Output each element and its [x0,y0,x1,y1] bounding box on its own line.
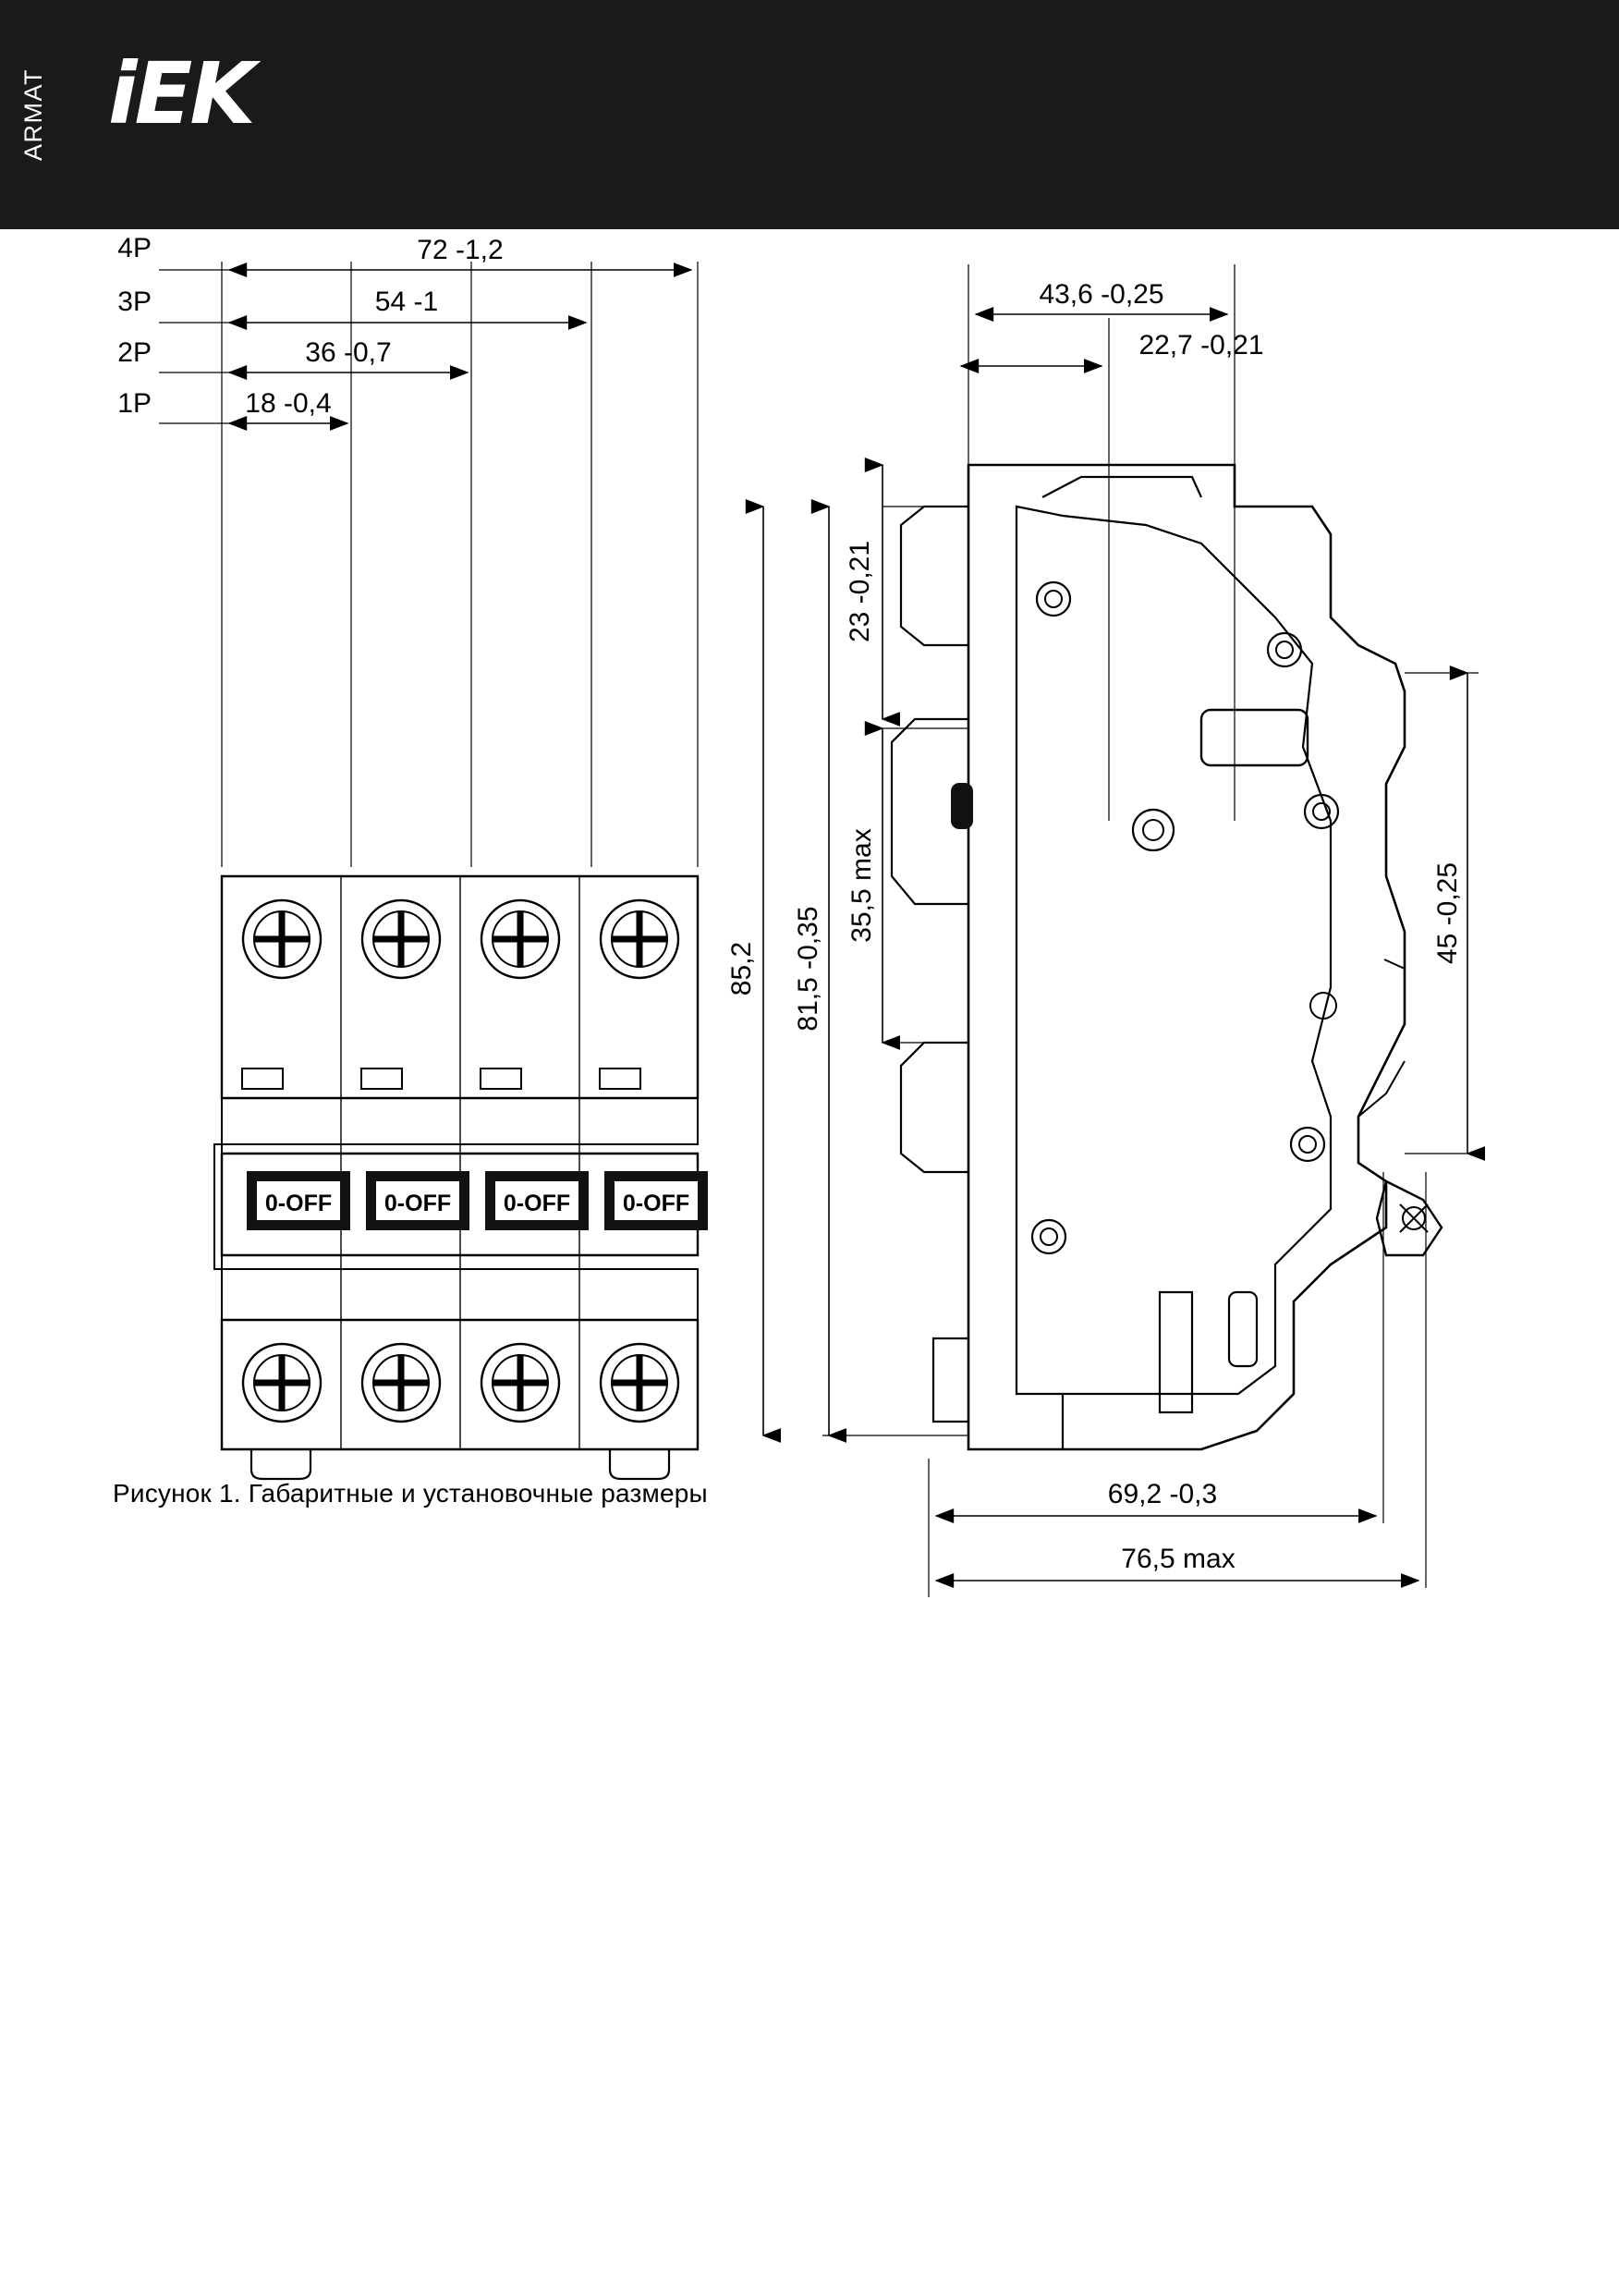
technical-drawing [0,229,1619,1574]
dim-width-4p: 72 -1,2 [417,235,504,265]
dim-width-2p: 36 -0,7 [305,337,392,368]
brand-vertical-label: ARMAT [18,68,47,161]
toggle-label-4: 0-OFF [622,1191,690,1216]
dim-width-3p: 54 -1 [374,287,439,317]
iek-logo: iEK [108,44,253,143]
dim-depth-top: 43,6 -0,25 [1039,279,1164,310]
pole-label-4p: 4P [117,233,152,263]
toggle-label-2: 0-OFF [383,1191,452,1216]
dim-height-overall: 85,2 [726,941,757,996]
pole-label-3p: 3P [117,287,152,317]
dim-width-1p: 18 -0,4 [245,388,332,419]
dim-height-front: 45 -0,25 [1432,861,1463,965]
brand-band [0,0,67,229]
dim-height-body: 81,5 -0,35 [793,906,823,1032]
toggle-label-3: 0-OFF [503,1191,571,1216]
dim-height-din-max: 35,5 max [846,828,877,943]
dim-depth-max: 76,5 max [1121,1544,1236,1574]
dim-height-din-top: 23 -0,21 [845,540,875,643]
toggle-label-1: 0-OFF [264,1191,333,1216]
pole-label-2p: 2P [117,337,152,368]
logo-band [67,0,1619,229]
dim-depth-total: 69,2 -0,3 [1107,1479,1218,1509]
figure-caption: Рисунок 1. Габаритные и установочные размеры [113,1479,708,1508]
pole-label-1p: 1P [117,388,152,419]
dim-depth-terminal: 22,7 -0,21 [1138,330,1264,360]
